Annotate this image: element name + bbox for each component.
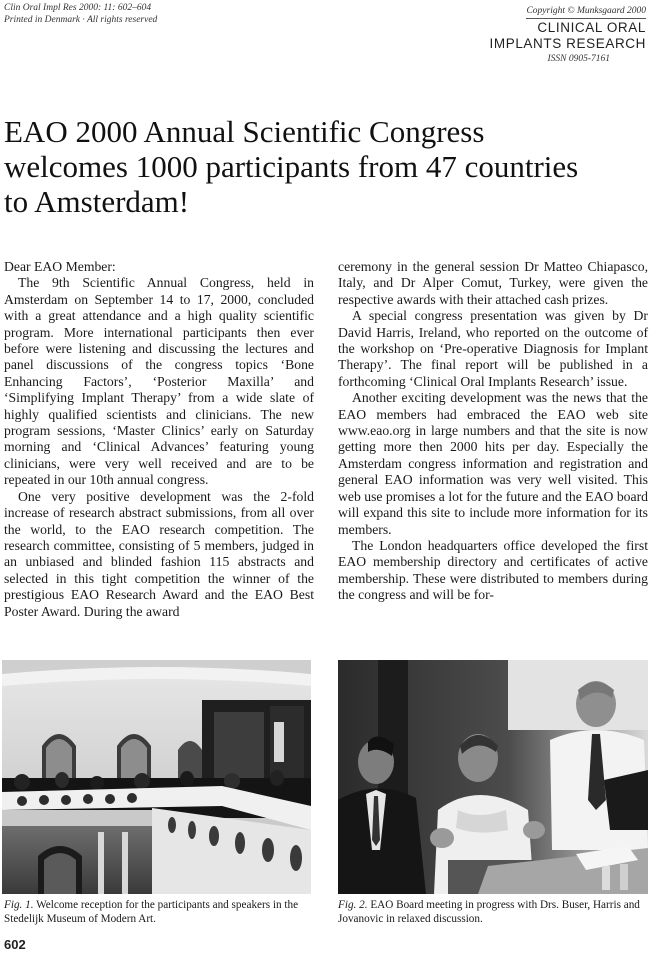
article-title [4,114,644,219]
museum-hall-image [2,660,311,894]
copyright-line: Copyright © Munksgaard 2000 [526,5,646,19]
paragraph-5: Another exciting development was the news that the EAO members had embraced the EAO web site www.eao.org in large numbers and that the site is now getting more then 2000 hits per day. Especially the Amsterdam congress information and registration and general EAO information was very well visited. This web use promises a lot for the future and the EAO board will expand this site to include more information for its members. [338,390,648,537]
paragraph-6: The London headquarters office developed the first EAO membership directory and certificates of active membership. These were distributed to members during the congress and will be for- [338,537,648,603]
body-column-left [4,259,314,620]
figure-1-caption-text: Welcome reception for the participants and speakers in the Stedelijk Museum of Modern Art. [4,899,299,925]
paragraph-3: ceremony in the general session Dr Matteo Chiapasco, Italy, and Dr Alper Comut, Turkey, were given the respective awards with their attached cash prizes. [338,259,648,307]
title-line-2: welcomes 1000 participants from 47 countries [4,149,579,184]
printed-note: Printed in Denmark · All rights reserved [4,15,158,25]
figure-2-caption [338,898,650,926]
body-column-right [338,259,648,604]
citation: Clin Oral Impl Res 2000: 11: 602–604 [4,3,152,13]
figure-2-photo [338,660,648,894]
figure-2-label: Fig. 2. [338,899,368,911]
figure-1-label: Fig. 1. [4,899,34,911]
issn: ISSN 0905-7161 [547,54,610,64]
paragraph-4: A special congress presentation was given by Dr David Harris, Ireland, who reported on the outcome of the workshop on ‘Pre-operative Diagnosis for Implant Therapy’. The final report will be published in a forthcoming ‘Clinical Oral Implants Research’ issue. [338,308,648,389]
journal-name-line1: CLINICAL ORAL [537,20,646,35]
paragraph-2: One very positive development was the 2-fold increase of research abstract submissions, from all over the world, to the EAO research competition. The research committee, consisting of 5 members, judged in an unbiased and blinded fashion 115 abstracts and selected in this tight competition the winner of the prestigious EAO Research Award and the EAO Best Poster Award. During the award [4,488,314,619]
running-header-left [4,2,157,26]
journal-name-line2: IMPLANTS RESEARCH [489,36,646,51]
board-meeting-image [338,660,648,894]
title-line-3: to Amsterdam! [4,184,190,219]
page-number: 602 [4,937,26,952]
paragraph-1: The 9th Scientific Annual Congress, held in Amsterdam on September 14 to 17, 2000, concluded with a great attendance and a high quality scientific program. More international participants then ever before were listening and discussing the lectures and panel discussions of the congress topics ‘Bone Enhancing Factors’, ‘Posterior Maxilla’ and ‘Simplifying Implant Therapy’ from a wide slate of highly qualified scientists and clinicians. The new program sessions, ‘Master Clinics’ early on Saturday morning and ‘Clinical Advances’ featuring young clinicians, were very well received and are to be repeated in our 10th annual congress. [4,275,314,488]
figure-1-photo [2,660,311,894]
figure-2-caption-text: EAO Board meeting in progress with Drs. Buser, Harris and Jovanovic in relaxed discussion. [338,899,640,925]
figure-1-caption [4,898,316,926]
title-line-1: EAO 2000 Annual Scientific Congress [4,114,485,149]
salutation: Dear EAO Member: [4,259,116,274]
running-header-right [490,0,646,65]
